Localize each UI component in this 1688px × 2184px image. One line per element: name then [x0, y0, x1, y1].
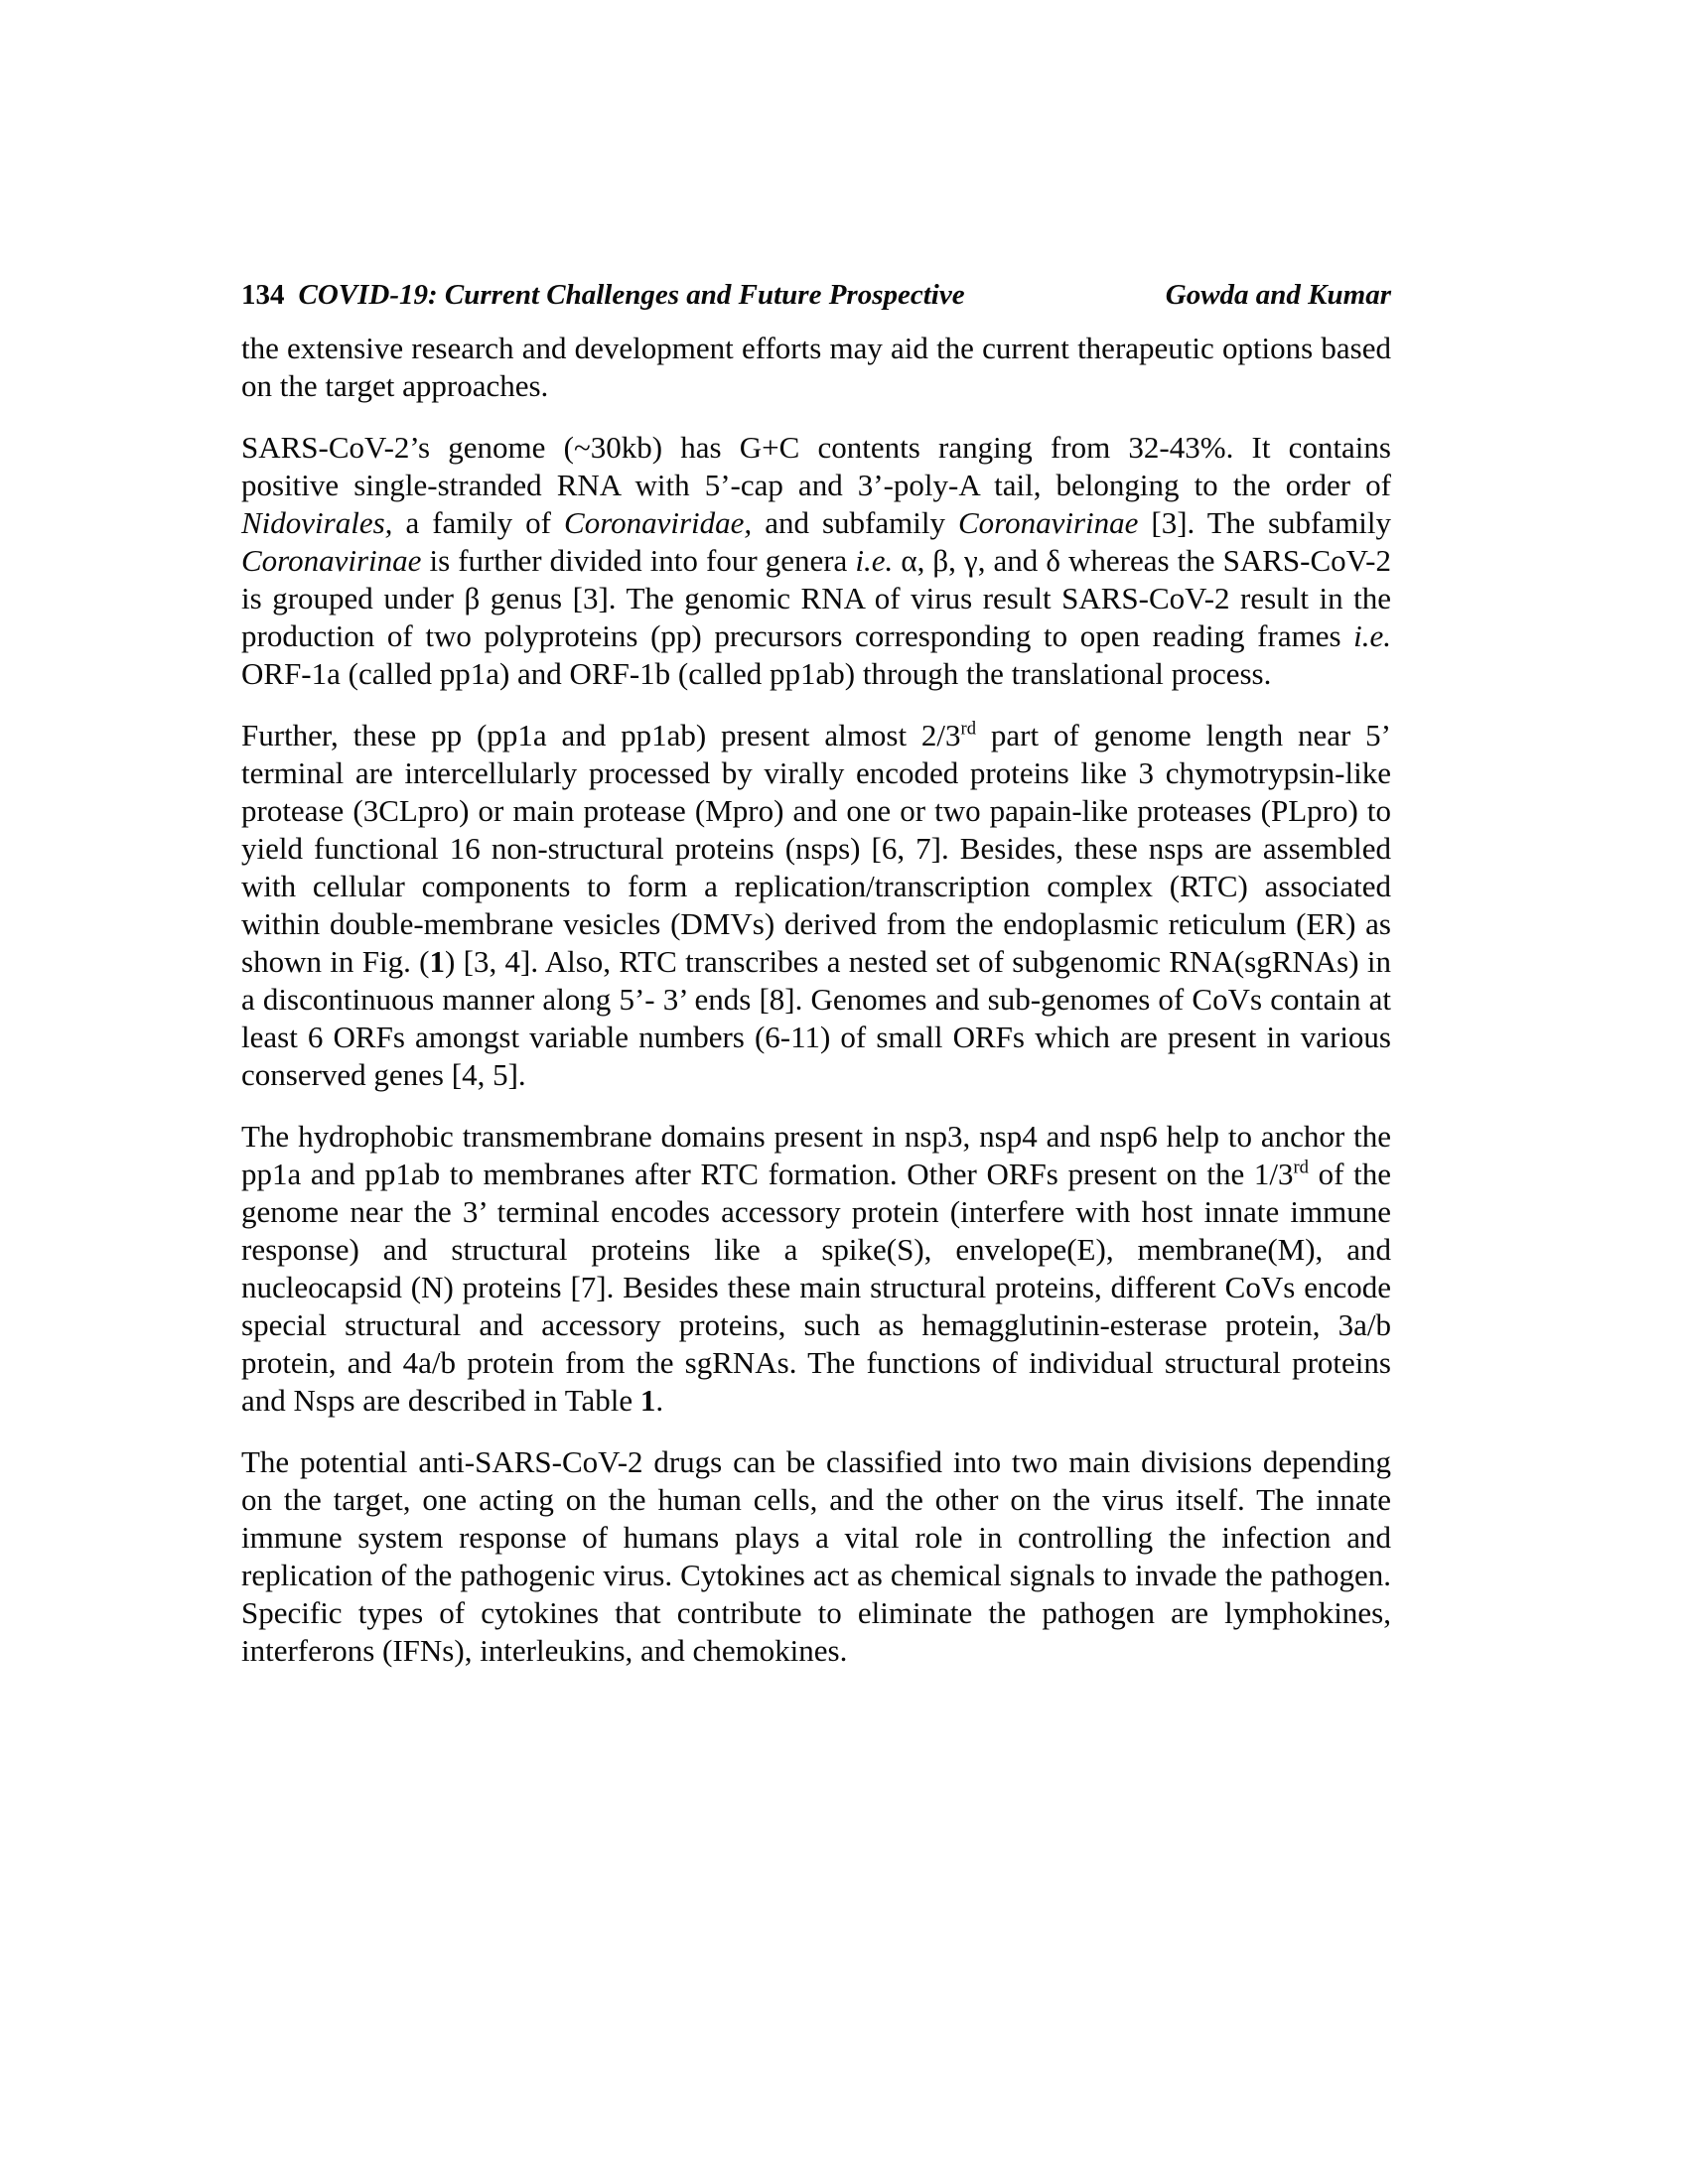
body-paragraph-4: The hydrophobic transmembrane domains present in nsp3, nsp4 and nsp6 help to anchor the pp1a and pp1ab to membranes after RTC formation. Other ORFs present on the 1/3rd of the genome near the 3’ terminal encodes accessory protein (interfere with host innate immune response) and structural proteins like a spike(S), envelope(E), membrane(M), and nucleocapsid (N) proteins [7]. Besides these main structural proteins, different CoVs encode special structural and accessory proteins, such as hemagglutinin-esterase protein, 3a/b protein, and 4a/b protein from the sgRNAs. The functions of individual structural proteins and Nsps are described in Table 1.	[241, 1119, 1391, 1418]
page-content	[241, 276, 1391, 1694]
running-authors: Gowda and Kumar	[1165, 279, 1391, 311]
body-paragraph-1: the extensive research and development efforts may aid the current therapeutic options based on the target approaches.	[241, 331, 1391, 403]
page-number: 134	[241, 279, 285, 311]
body-paragraph-3: Further, these pp (pp1a and pp1ab) present almost 2/3rd part of genome length near 5’ terminal are intercellularly processed by virally encoded proteins like 3 chymotrypsin-like protease (3CLpro) or main protease (Mpro) and one or two papain-like proteases (PLpro) to yield functional 16 non-structural proteins (nsps) [6, 7]. Besides, these nsps are assembled with cellular components to form a replication/transcription complex (RTC) associated within double-membrane vesicles (DMVs) derived from the endoplasmic reticulum (ER) as shown in Fig. (1) [3, 4]. Also, RTC transcribes a nested set of subgenomic RNA(sgRNAs) in a discontinuous manner along 5’- 3’ ends [8]. Genomes and sub-genomes of CoVs contain at least 6 ORFs amongst variable numbers (6-11) of small ORFs which are present in various conserved genes [4, 5].	[241, 718, 1391, 1092]
book-title: COVID-19: Current Challenges and Future Prospective	[298, 279, 965, 311]
body-paragraph-5: The potential anti-SARS-CoV-2 drugs can be classified into two main divisions depending on the target, one acting on the human cells, and the other on the virus itself. The innate immune system response of humans plays a vital role in controlling the infection and replication of the pathogenic virus. Cytokines act as chemical signals to invade the pathogen. Specific types of cytokines that contribute to eliminate the pathogen are lymphokines, interferons (IFNs), interleukins, and chemokines.	[241, 1444, 1391, 1668]
body-paragraph-2: SARS-CoV-2’s genome (~30kb) has G+C contents ranging from 32-43%. It contains positive single-stranded RNA with 5’-cap and 3’-poly-A tail, belonging to the order of Nidovirales, a family of Coronaviridae, and subfamily Coronavirinae [3]. The subfamily Coronavirinae is further divided into four genera i.e. α, β, γ, and δ whereas the SARS-CoV-2 is grouped under β genus [3]. The genomic RNA of virus result SARS-CoV-2 result in the production of two polyproteins (pp) precursors corresponding to open reading frames i.e. ORF-1a (called pp1a) and ORF-1b (called pp1ab) through the translational process.	[241, 430, 1391, 691]
running-header-left	[241, 276, 965, 314]
running-header	[241, 276, 1391, 314]
